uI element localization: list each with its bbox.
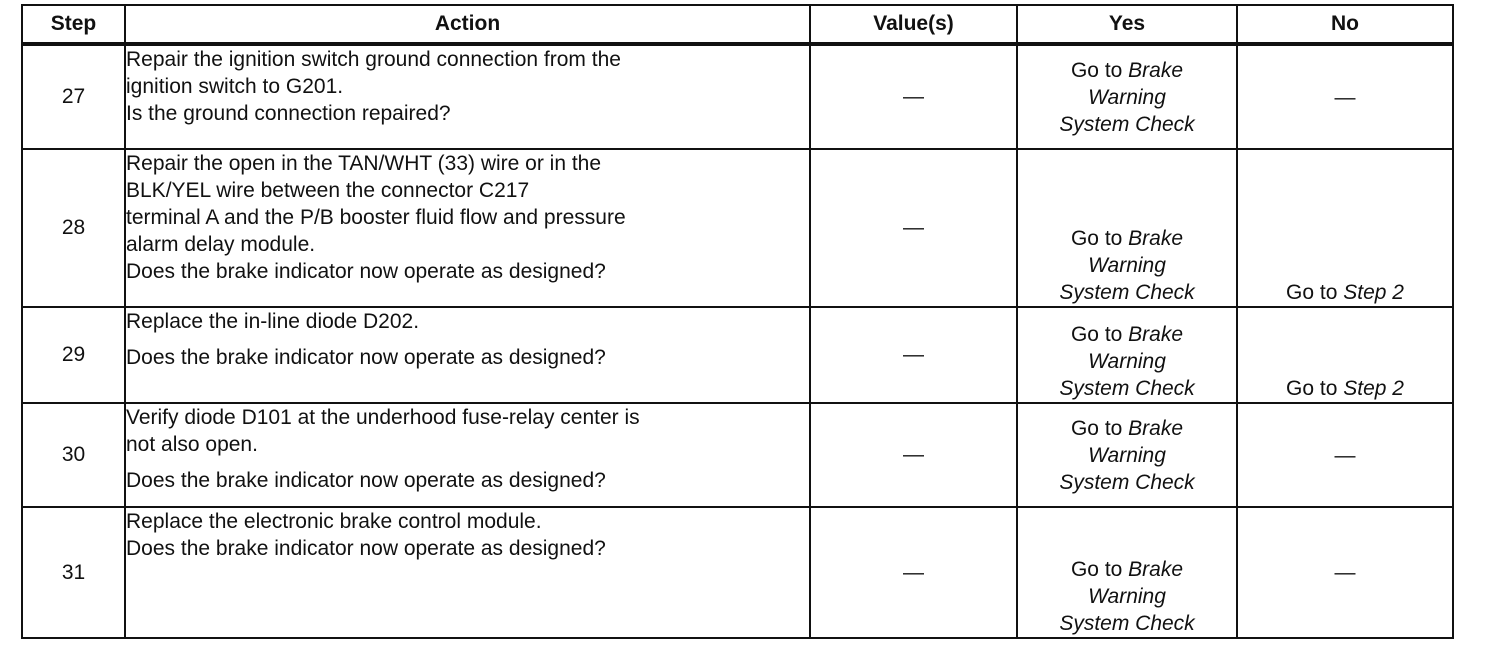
- table-row: [22, 507, 1453, 638]
- yes-cell: [1017, 307, 1237, 403]
- yes-prefix: Go to: [1070, 416, 1129, 440]
- no-cell: [1237, 307, 1453, 403]
- table-row: [22, 403, 1453, 507]
- action-instruction: Replace the electronic brake control module.: [126, 510, 542, 533]
- value-cell: —: [810, 403, 1017, 507]
- table-row: [22, 307, 1453, 403]
- yes-link[interactable]: Brake Warning System Check: [1059, 558, 1195, 635]
- yes-cell: [1017, 149, 1237, 307]
- header-no: No: [1237, 5, 1453, 44]
- header-row: [22, 5, 1453, 44]
- step-number: 29: [22, 307, 125, 403]
- step-number: 27: [22, 44, 125, 149]
- table-row: [22, 149, 1453, 307]
- header-step: Step: [22, 5, 125, 44]
- no-prefix: Go to: [1286, 281, 1344, 304]
- no-link[interactable]: Step 2: [1343, 281, 1404, 304]
- yes-prefix: Go to: [1070, 558, 1129, 581]
- yes-link[interactable]: Brake Warning System Check: [1059, 227, 1195, 304]
- action-question: Does the brake indicator now operate as designed?: [126, 260, 606, 283]
- action-question: Does the brake indicator now operate as designed?: [126, 537, 606, 560]
- yes-prefix: Go to: [1070, 227, 1129, 250]
- no-cell: —: [1237, 507, 1453, 638]
- action-cell: [125, 149, 810, 307]
- action-question: Is the ground connection repaired?: [126, 102, 451, 125]
- table-row: [22, 44, 1453, 149]
- action-question: Does the brake indicator now operate as designed?: [126, 346, 606, 369]
- step-number: 30: [22, 403, 125, 507]
- step-number: 31: [22, 507, 125, 638]
- yes-cell: [1017, 403, 1237, 507]
- value-cell: —: [810, 307, 1017, 403]
- header-action: Action: [125, 5, 810, 44]
- yes-cell: [1017, 44, 1237, 149]
- no-cell: [1237, 149, 1453, 307]
- action-instruction: Replace the in-line diode D202.: [126, 310, 420, 333]
- no-cell: —: [1237, 403, 1453, 507]
- diagnostic-table: [21, 4, 1454, 639]
- yes-prefix: Go to: [1070, 58, 1129, 82]
- action-cell: [125, 44, 810, 149]
- yes-cell: [1017, 507, 1237, 638]
- yes-link[interactable]: Brake Warning System Check: [1059, 58, 1195, 136]
- action-question: Does the brake indicator now operate as designed?: [126, 469, 606, 492]
- action-cell: [125, 403, 810, 507]
- value-cell: —: [810, 44, 1017, 149]
- step-number: 28: [22, 149, 125, 307]
- action-cell: [125, 507, 810, 638]
- no-link[interactable]: Step 2: [1343, 377, 1404, 400]
- yes-link[interactable]: Brake Warning System Check: [1059, 323, 1195, 400]
- action-cell: [125, 307, 810, 403]
- value-cell: —: [810, 507, 1017, 638]
- header-yes: Yes: [1017, 5, 1237, 44]
- yes-prefix: Go to: [1070, 323, 1129, 346]
- header-values: Value(s): [810, 5, 1017, 44]
- yes-link[interactable]: Brake Warning System Check: [1059, 416, 1195, 494]
- action-instruction: Repair the open in the TAN/WHT (33) wire or in the BLK/YEL wire between the connector C217 terminal A and the P/B booster fluid flow and pressure alarm delay module.: [126, 152, 626, 256]
- value-cell: —: [810, 149, 1017, 307]
- action-instruction: Repair the ignition switch ground connection from the ignition switch to G201.: [126, 48, 621, 98]
- action-instruction: Verify diode D101 at the underhood fuse-relay center is not also open.: [126, 406, 640, 456]
- no-prefix: Go to: [1286, 377, 1344, 400]
- no-cell: —: [1237, 44, 1453, 149]
